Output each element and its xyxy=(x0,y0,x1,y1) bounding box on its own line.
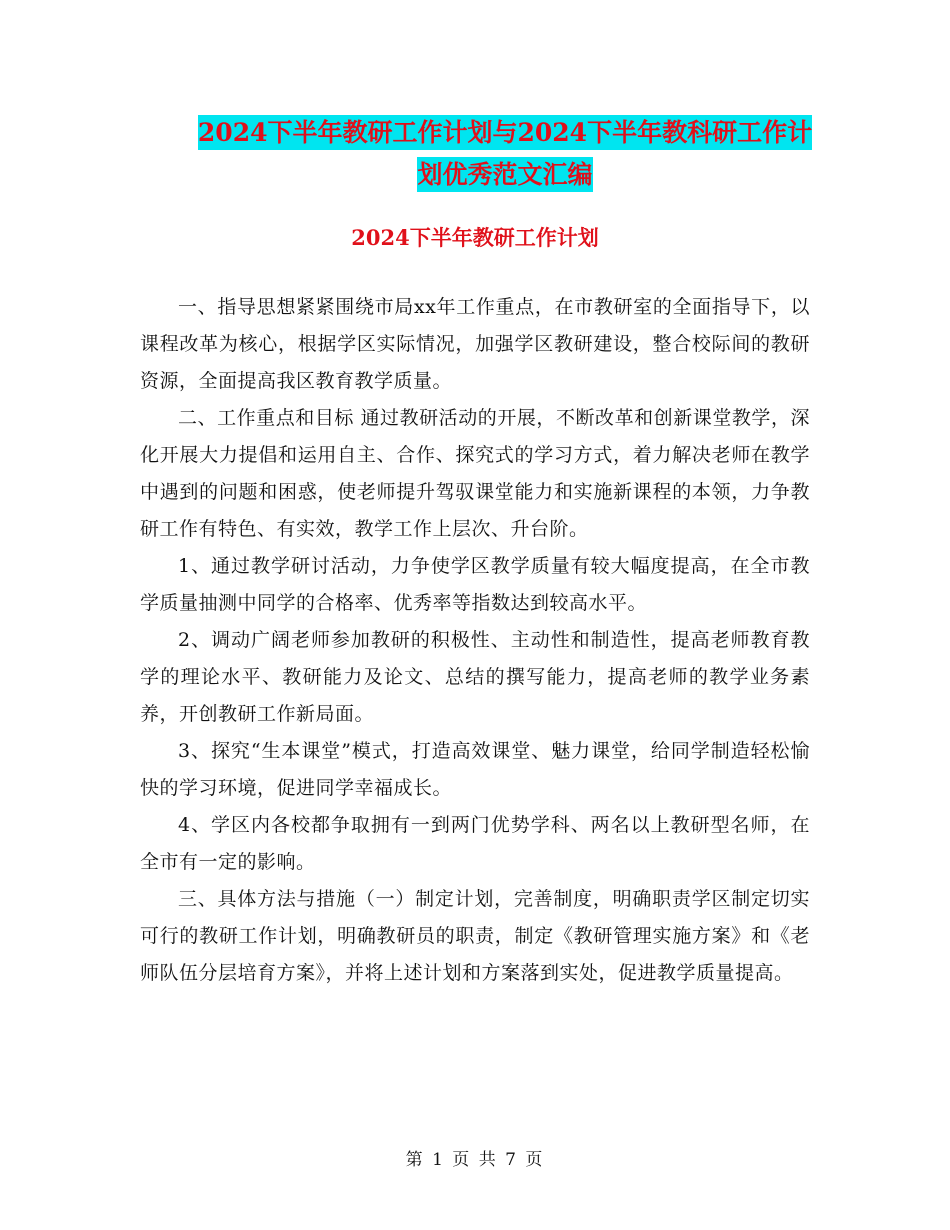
paragraph-guiding-ideology: 一、指导思想紧紧围绕市局xx年工作重点，在市教研室的全面指导下，以课程改革为核心，根据学区实际情况，加强学区教研建设，整合校际间的教研资源，全面提高我区教育教学质量。 xyxy=(140,296,810,392)
paragraph-goal-1: 1、通过教学研讨活动，力争使学区教学质量有较大幅度提高，在全市教学质量抽测中同学的合格率、优秀率等指数达到较高水平。 xyxy=(140,555,810,614)
page-number-footer: 第 1 页 共 7 页 xyxy=(405,1150,545,1170)
paragraph-focus-and-goals: 二、工作重点和目标 通过教研活动的开展，不断改革和创新课堂教学，深化开展大力提倡和运用自主、合作、探究式的学习方式，着力解决老师在教学中遇到的问题和困惑，使老师提升驾驭课堂能力和实施新课程的本领，力争教研工作有特色、有实效，教学工作上层次、升台阶。 xyxy=(140,407,810,540)
title-highlight: 2024下半年教研工作计划与2024下半年教科研工作计 xyxy=(198,115,812,150)
paragraph-goal-2: 2、调动广阔老师参加教研的积极性、主动性和制造性，提高老师教育教学的理论水平、教研能力及论文、总结的撰写能力，提高老师的教学业务素养，开创教研工作新局面。 xyxy=(140,629,810,725)
paragraph-methods: 三、具体方法与措施（一）制定计划，完善制度，明确职责学区制定切实可行的教研工作计划，明确教研员的职责，制定《教研管理实施方案》和《老师队伍分层培育方案》，并将上述计划和方案落到实处，促进教学质量提高。 xyxy=(140,888,810,984)
document-title-line-1 xyxy=(130,110,880,155)
paragraph-goal-4: 4、学区内各校都争取拥有一到两门优势学科、两名以上教研型名师，在全市有一定的影响。 xyxy=(140,814,810,873)
paragraph-goal-3: 3、探究“生本课堂”模式，打造高效课堂、魅力课堂，给同学制造轻松愉快的学习环境，促进同学幸福成长。 xyxy=(140,740,810,799)
section-heading: 2024下半年教研工作计划 xyxy=(351,225,599,250)
document-title-line-2 xyxy=(130,152,880,197)
title-highlight: 划优秀范文汇编 xyxy=(417,157,592,192)
body-text xyxy=(140,289,810,992)
